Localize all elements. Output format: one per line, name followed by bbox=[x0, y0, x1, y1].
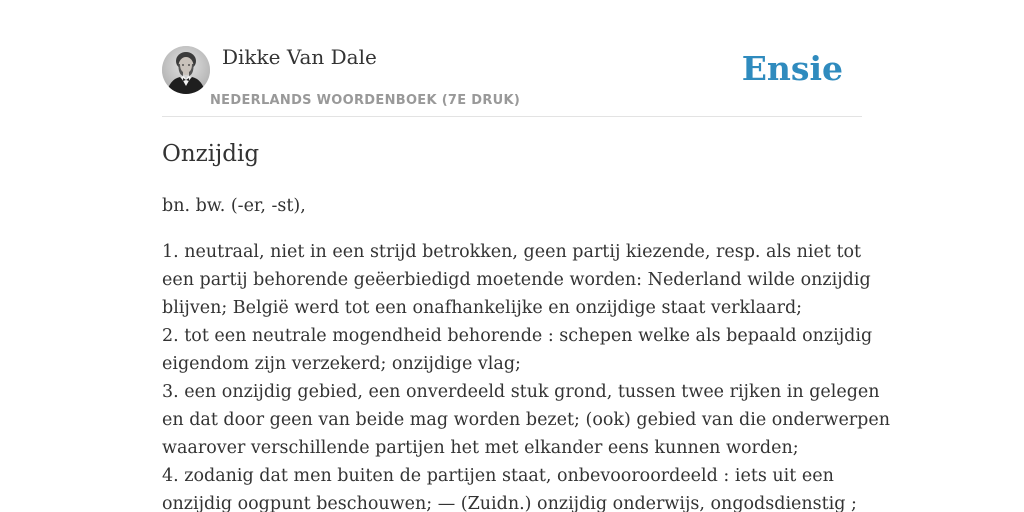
author-avatar[interactable] bbox=[162, 46, 210, 94]
author-name[interactable]: Dikke Van Dale bbox=[222, 45, 377, 69]
definition-line: eigendom zijn verzekerd; onzijdige vlag; bbox=[162, 354, 521, 374]
grammar-info: bn. bw. (-er, -st), bbox=[162, 196, 306, 216]
definition-line: een partij behorende geëerbiedigd moetende worden: Nederland wilde onzijdig bbox=[162, 270, 871, 290]
definition-line: 3. een onzijdig gebied, een onverdeeld stuk grond, tussen twee rijken in gelegen bbox=[162, 382, 880, 402]
definition-line: 4. zodanig dat men buiten de partijen staat, onbevooroordeeld : iets uit een bbox=[162, 466, 834, 486]
definition-line: blijven; België werd tot een onafhankelijke en onzijdige staat verklaard; bbox=[162, 298, 803, 318]
brand-logo[interactable]: Ensie bbox=[741, 49, 843, 88]
entry-title: Onzijdig bbox=[162, 141, 260, 167]
definition-line: 1. neutraal, niet in een strijd betrokken, geen partij kiezende, resp. als niet tot bbox=[162, 242, 862, 262]
definition-line: en dat door geen van beide mag worden bezet; (ook) gebied van die onderwerpen bbox=[162, 410, 891, 430]
entry-content bbox=[162, 136, 891, 512]
portrait-photo-icon bbox=[162, 46, 210, 94]
definition-line: onzijdig oogpunt beschouwen; — (Zuidn.) onzijdig onderwijs, ongodsdienstig ; bbox=[162, 494, 857, 512]
source-label[interactable]: NEDERLANDS WOORDENBOEK (7E DRUK) bbox=[210, 93, 521, 108]
definition-line: waarover verschillende partijen het met elkander eens kunnen worden; bbox=[162, 438, 799, 458]
definition-line: 2. tot een neutrale mogendheid behorende : schepen welke als bepaald onzijdig bbox=[162, 326, 873, 346]
definition-text bbox=[162, 238, 891, 512]
entry-header bbox=[162, 44, 862, 117]
